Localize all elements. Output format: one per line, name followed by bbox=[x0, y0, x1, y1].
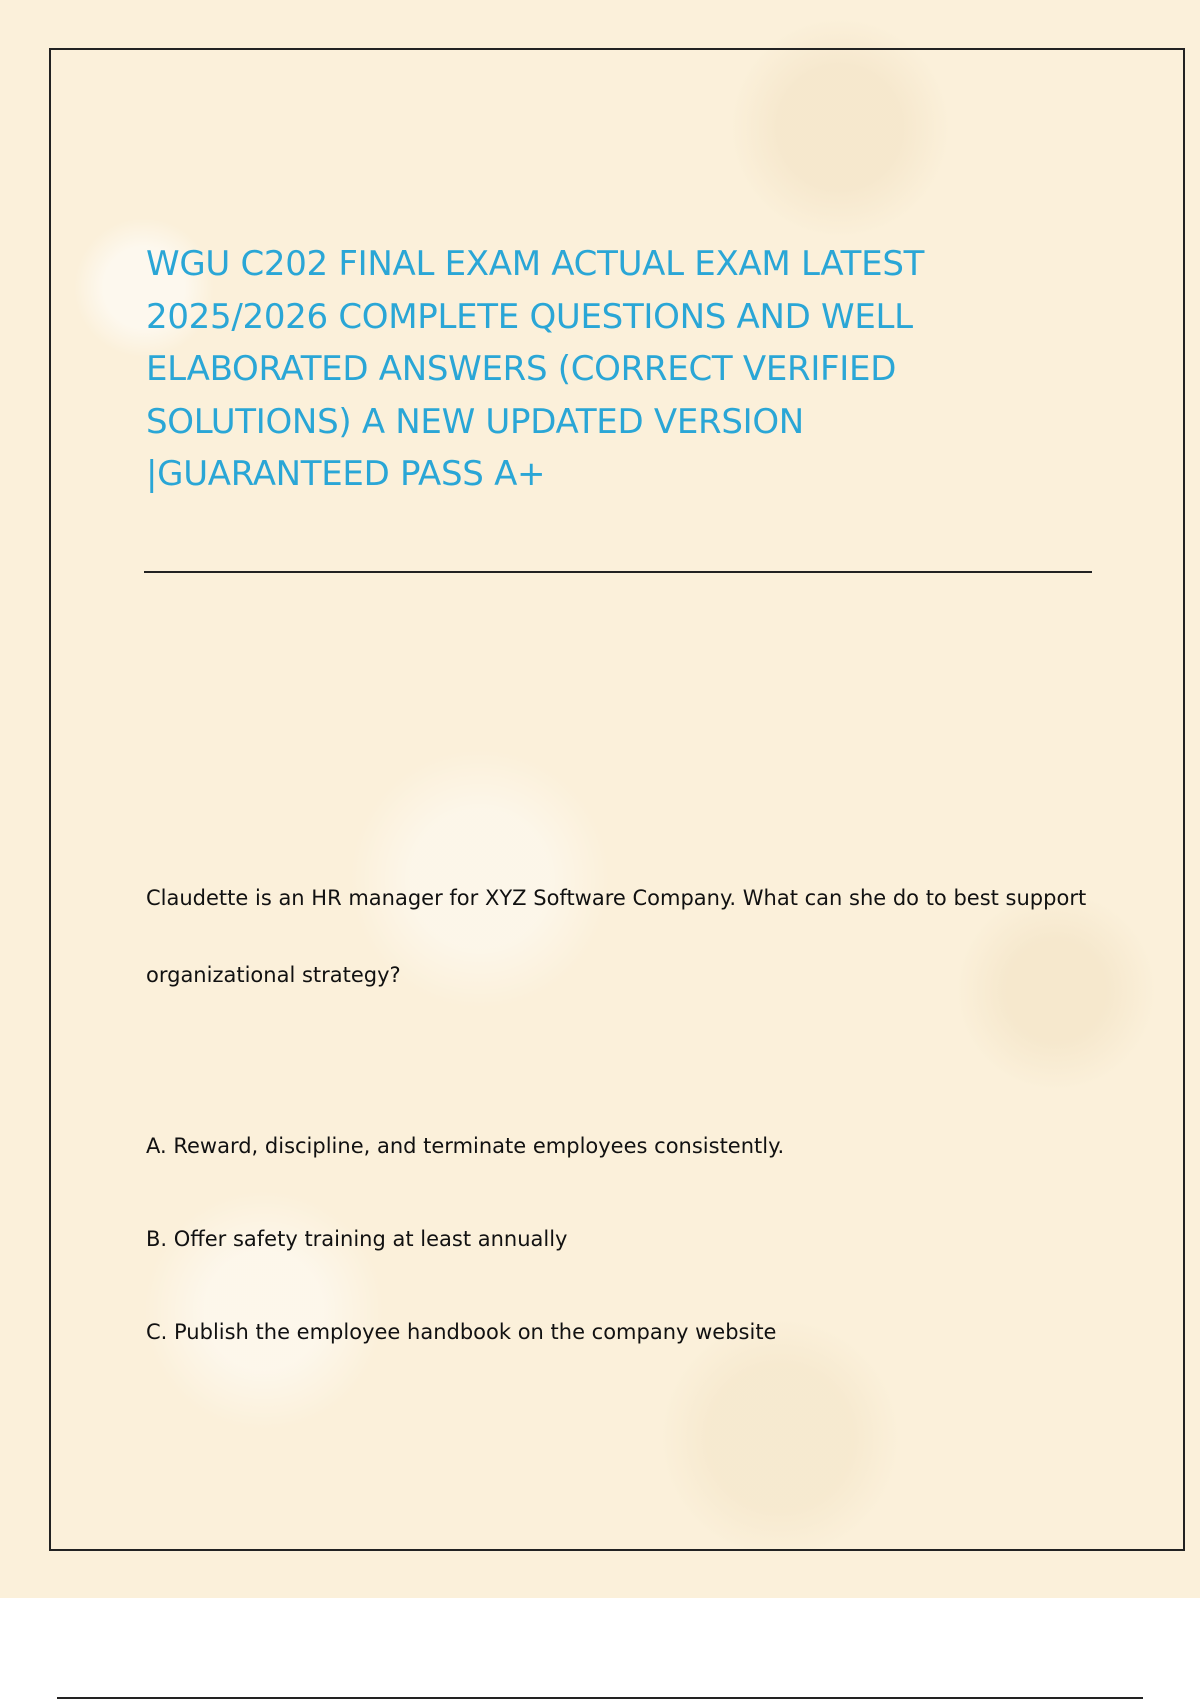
answer-option-a: A. Reward, discipline, and terminate employees consistently. bbox=[146, 1134, 785, 1158]
footer-divider bbox=[57, 1697, 1143, 1699]
answer-option-c: C. Publish the employee handbook on the company website bbox=[146, 1320, 777, 1344]
question-text: Claudette is an HR manager for XYZ Software Company. What can she do to best support organizational strategy? bbox=[146, 886, 1087, 987]
title-divider bbox=[144, 571, 1092, 573]
document-title: WGU C202 FINAL EXAM ACTUAL EXAM LATEST 2025/2026 COMPLETE QUESTIONS AND WELL ELABORATED ANSWERS (CORRECT VERIFIED SOLUTIONS) A NEW UPDATED VERSION |GUARANTEED PASS A+ bbox=[146, 244, 925, 494]
answer-option-b: B. Offer safety training at least annually bbox=[146, 1227, 568, 1251]
